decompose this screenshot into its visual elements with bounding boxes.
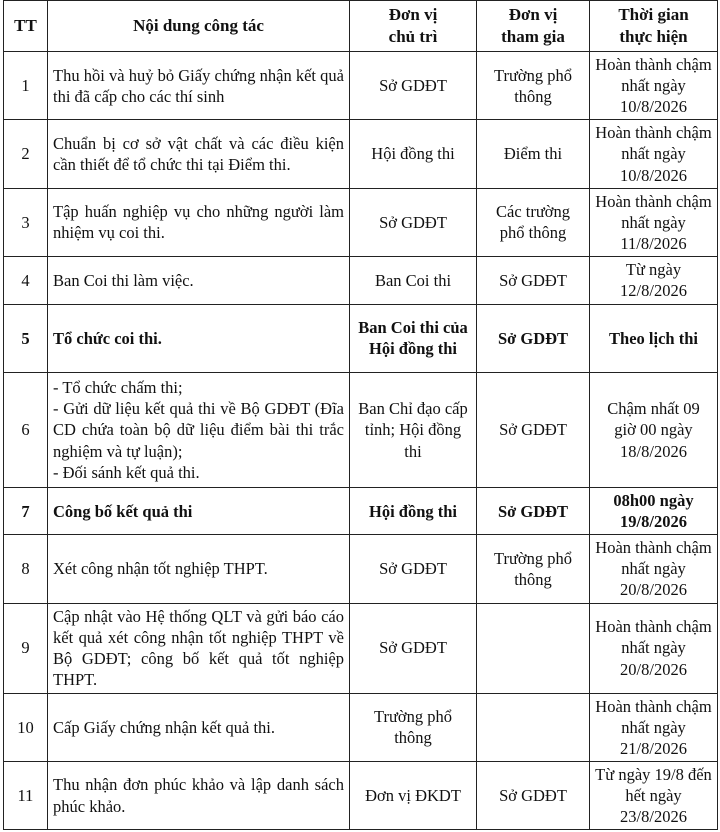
- time-cell: Hoàn thành chậm nhất ngày 10/8/2026: [590, 52, 718, 120]
- lead-unit-cell: Ban Chỉ đạo cấp tỉnh; Hội đồng thi: [350, 372, 477, 487]
- table-row: [4, 120, 718, 188]
- table-row: [4, 188, 718, 256]
- time-cell: Từ ngày 12/8/2026: [590, 256, 718, 304]
- task-cell: Thu hồi và huỷ bỏ Giấy chứng nhận kết quả thi đã cấp cho các thí sinh: [48, 52, 350, 120]
- task-cell: Xét công nhận tốt nghiệp THPT.: [48, 535, 350, 603]
- time-cell: Hoàn thành chậm nhất ngày 21/8/2026: [590, 693, 718, 761]
- table-row: [4, 693, 718, 761]
- task-cell: Thu nhận đơn phúc khảo và lập danh sách phúc khảo.: [48, 761, 350, 829]
- participant-unit-cell: [477, 603, 590, 693]
- time-cell: Hoàn thành chậm nhất ngày 11/8/2026: [590, 188, 718, 256]
- row-number: 8: [4, 535, 48, 603]
- row-number: 11: [4, 761, 48, 829]
- header-time: Thời gian thực hiện: [590, 1, 718, 52]
- table-row: [4, 487, 718, 534]
- participant-unit-cell: Các trường phổ thông: [477, 188, 590, 256]
- participant-unit-cell: Sở GDĐT: [477, 256, 590, 304]
- lead-unit-cell: Sở GDĐT: [350, 603, 477, 693]
- time-cell: Hoàn thành chậm nhất ngày 20/8/2026: [590, 535, 718, 603]
- time-cell: Từ ngày 19/8 đến hết ngày 23/8/2026: [590, 761, 718, 829]
- participant-unit-cell: Trường phổ thông: [477, 535, 590, 603]
- table-row: [4, 372, 718, 487]
- task-cell: Chuẩn bị cơ sở vật chất và các điều kiện cần thiết để tổ chức thi tại Điểm thi.: [48, 120, 350, 188]
- lead-unit-cell: Sở GDĐT: [350, 535, 477, 603]
- table-row: [4, 603, 718, 693]
- row-number: 7: [4, 487, 48, 534]
- participant-unit-cell: Trường phổ thông: [477, 52, 590, 120]
- row-number: 1: [4, 52, 48, 120]
- row-number: 6: [4, 372, 48, 487]
- lead-unit-cell: Trường phổ thông: [350, 693, 477, 761]
- header-row: [4, 1, 718, 52]
- lead-unit-cell: Ban Coi thi: [350, 256, 477, 304]
- task-cell: Tổ chức coi thi.: [48, 304, 350, 372]
- time-cell: Theo lịch thi: [590, 304, 718, 372]
- row-number: 5: [4, 304, 48, 372]
- participant-unit-cell: Sở GDĐT: [477, 304, 590, 372]
- task-cell: Cập nhật vào Hệ thống QLT và gửi báo cáo kết quả xét công nhận tốt nghiệp THPT về Bộ GDĐT; công bố kết quả tốt nghiệp THPT.: [48, 603, 350, 693]
- row-number: 10: [4, 693, 48, 761]
- header-tt: TT: [4, 1, 48, 52]
- task-cell: - Tổ chức chấm thi; - Gửi dữ liệu kết quả thi về Bộ GDĐT (Đĩa CD chứa toàn bộ dữ liệu điểm bài thi trắc nghiệm và tự luận); - Đối sánh kết quả thi.: [48, 372, 350, 487]
- task-cell: Cấp Giấy chứng nhận kết quả thi.: [48, 693, 350, 761]
- header-participants: Đơn vị tham gia: [477, 1, 590, 52]
- header-lead: Đơn vị chủ trì: [350, 1, 477, 52]
- row-number: 2: [4, 120, 48, 188]
- time-cell: Chậm nhất 09 giờ 00 ngày 18/8/2026: [590, 372, 718, 487]
- task-cell: Ban Coi thi làm việc.: [48, 256, 350, 304]
- header-task: Nội dung công tác: [48, 1, 350, 52]
- table-row: [4, 761, 718, 829]
- table-row: [4, 52, 718, 120]
- lead-unit-cell: Sở GDĐT: [350, 52, 477, 120]
- table-row: [4, 304, 718, 372]
- table-row: [4, 256, 718, 304]
- time-cell: Hoàn thành chậm nhất ngày 20/8/2026: [590, 603, 718, 693]
- participant-unit-cell: [477, 693, 590, 761]
- row-number: 4: [4, 256, 48, 304]
- participant-unit-cell: Sở GDĐT: [477, 487, 590, 534]
- task-cell: Tập huấn nghiệp vụ cho những người làm nhiệm vụ coi thi.: [48, 188, 350, 256]
- participant-unit-cell: Sở GDĐT: [477, 761, 590, 829]
- time-cell: 08h00 ngày 19/8/2026: [590, 487, 718, 534]
- time-cell: Hoàn thành chậm nhất ngày 10/8/2026: [590, 120, 718, 188]
- table-row: [4, 535, 718, 603]
- lead-unit-cell: Đơn vị ĐKDT: [350, 761, 477, 829]
- lead-unit-cell: Sở GDĐT: [350, 188, 477, 256]
- participant-unit-cell: Sở GDĐT: [477, 372, 590, 487]
- lead-unit-cell: Hội đồng thi: [350, 120, 477, 188]
- lead-unit-cell: Hội đồng thi: [350, 487, 477, 534]
- participant-unit-cell: Điểm thi: [477, 120, 590, 188]
- schedule-table: [3, 0, 718, 830]
- lead-unit-cell: Ban Coi thi của Hội đồng thi: [350, 304, 477, 372]
- task-cell: Công bố kết quả thi: [48, 487, 350, 534]
- row-number: 9: [4, 603, 48, 693]
- row-number: 3: [4, 188, 48, 256]
